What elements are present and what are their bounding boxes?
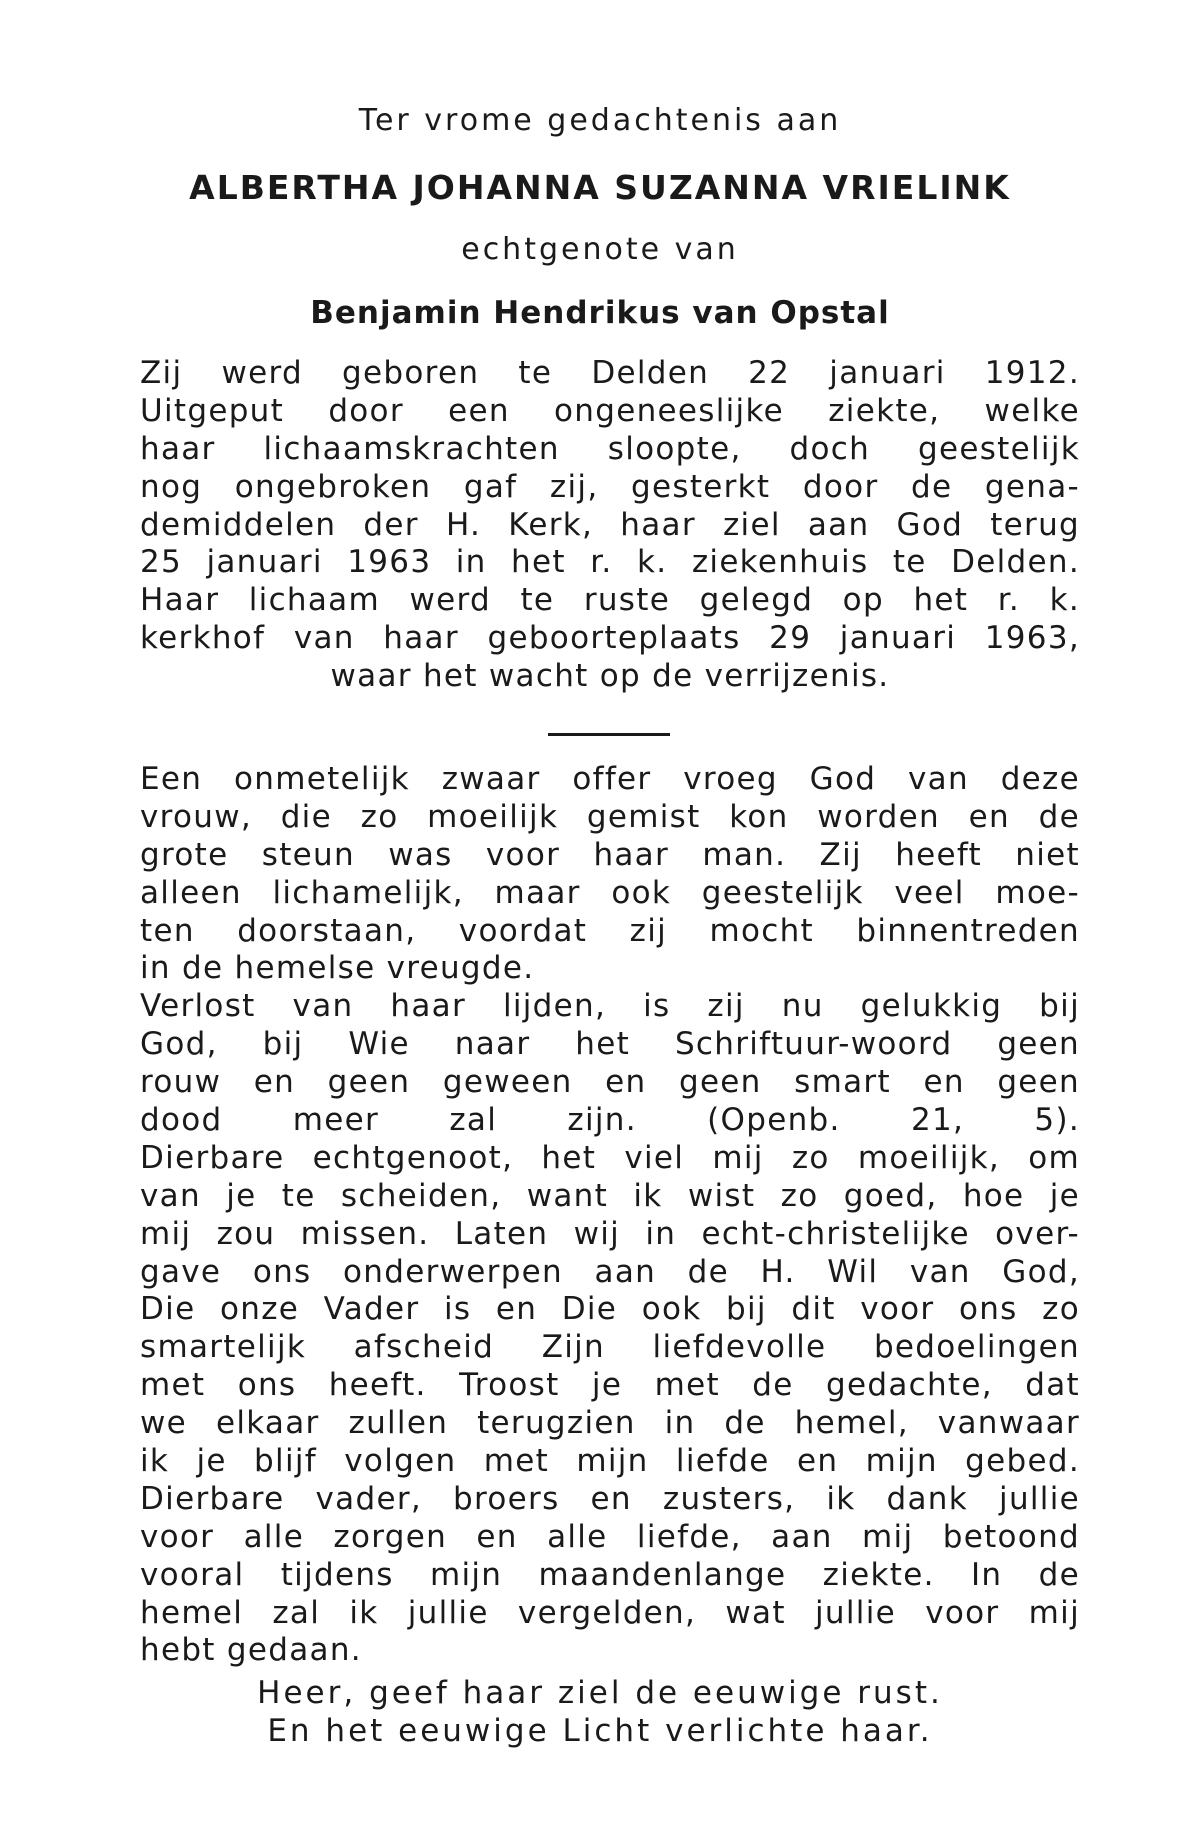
message-line: Verlost van haar lijden, is zij nu gelukkig bij <box>140 988 1080 1025</box>
message-line: vrouw, die zo moeilijk gemist kon worden en de <box>140 798 1080 835</box>
message-line: dood meer zal zijn. (Openb. 21, 5). <box>140 1102 1080 1139</box>
message-line: gave ons onderwerpen aan de H. Wil van God, <box>140 1253 1080 1290</box>
message-line: ten doorstaan, voordat zij mocht binnentreden <box>140 912 1080 949</box>
message-line: God, bij Wie naar het Schriftuur-woord geen <box>140 1026 1080 1063</box>
message-line: grote steun was voor haar man. Zij heeft niet <box>140 836 1080 873</box>
message-line: hemel zal ik jullie vergelden, wat jullie voor mij <box>140 1594 1080 1631</box>
bio-line: Uitgeput door een ongeneeslijke ziekte, welke <box>140 392 1080 429</box>
prayer-line-2: En het eeuwige Licht verlichte haar. <box>267 1713 933 1749</box>
message-line: we elkaar zullen terugzien in de hemel, vanwaar <box>140 1405 1080 1442</box>
bio-line: 25 januari 1963 in het r. k. ziekenhuis te Delden. <box>140 544 1080 581</box>
message-line: hebt gedaan. <box>140 1632 362 1669</box>
memorial-intro: Ter vrome gedachtenis aan <box>358 103 842 138</box>
message-line: mij zou missen. Laten wij in echt-christelijke over- <box>140 1215 1080 1252</box>
bio-line: nog ongebroken gaf zij, gesterkt door de gena- <box>140 468 1080 505</box>
farewell-message <box>140 761 1080 1670</box>
message-line: smartelijk afscheid Zijn liefdevolle bedoelingen <box>140 1329 1080 1366</box>
bio-line: demiddelen der H. Kerk, haar ziel aan God terug <box>140 506 1080 543</box>
message-line: Dierbare echtgenoot, het viel mij zo moeilijk, om <box>140 1139 1080 1176</box>
spouse-name: Benjamin Hendrikus van Opstal <box>310 295 890 331</box>
message-line: vooral tijdens mijn maandenlange ziekte. In de <box>140 1556 1080 1593</box>
message-line: Dierbare vader, broers en zusters, ik dank jullie <box>140 1480 1080 1517</box>
message-line: met ons heeft. Troost je met de gedachte, dat <box>140 1367 1080 1404</box>
message-line: ik je blijf volgen met mijn liefde en mijn gebed. <box>140 1443 1080 1480</box>
message-line: rouw en geen geween en geen smart en geen <box>140 1064 1080 1101</box>
bio-line: haar lichaamskrachten sloopte, doch geestelijk <box>140 430 1080 467</box>
message-line: in de hemelse vreugde. <box>140 950 535 987</box>
bio-line: Haar lichaam werd te ruste gelegd op het r. k. <box>140 582 1080 619</box>
deceased-name: ALBERTHA JOHANNA SUZANNA VRIELINK <box>189 168 1011 207</box>
message-line: van je te scheiden, want ik wist zo goed, hoe je <box>140 1177 1080 1214</box>
message-line: Een onmetelijk zwaar offer vroeg God van deze <box>140 761 1080 797</box>
bio-line: waar het wacht op de verrijzenis. <box>330 658 890 695</box>
message-line: Die onze Vader is en Die ook bij dit voor ons zo <box>140 1291 1080 1328</box>
prayer-line-1: Heer, geef haar ziel de eeuwige rust. <box>257 1675 943 1711</box>
bio-line: Zij werd geboren te Delden 22 januari 1912. <box>140 355 1080 391</box>
message-line: voor alle zorgen en alle liefde, aan mij betoond <box>140 1518 1080 1555</box>
section-divider <box>548 733 670 736</box>
spouse-intro: echtgenote van <box>461 232 739 267</box>
message-line: alleen lichamelijk, maar ook geestelijk veel moe- <box>140 874 1080 911</box>
biography-paragraph <box>140 355 1080 696</box>
bio-line: kerkhof van haar geboorteplaats 29 januari 1963, <box>140 620 1080 657</box>
